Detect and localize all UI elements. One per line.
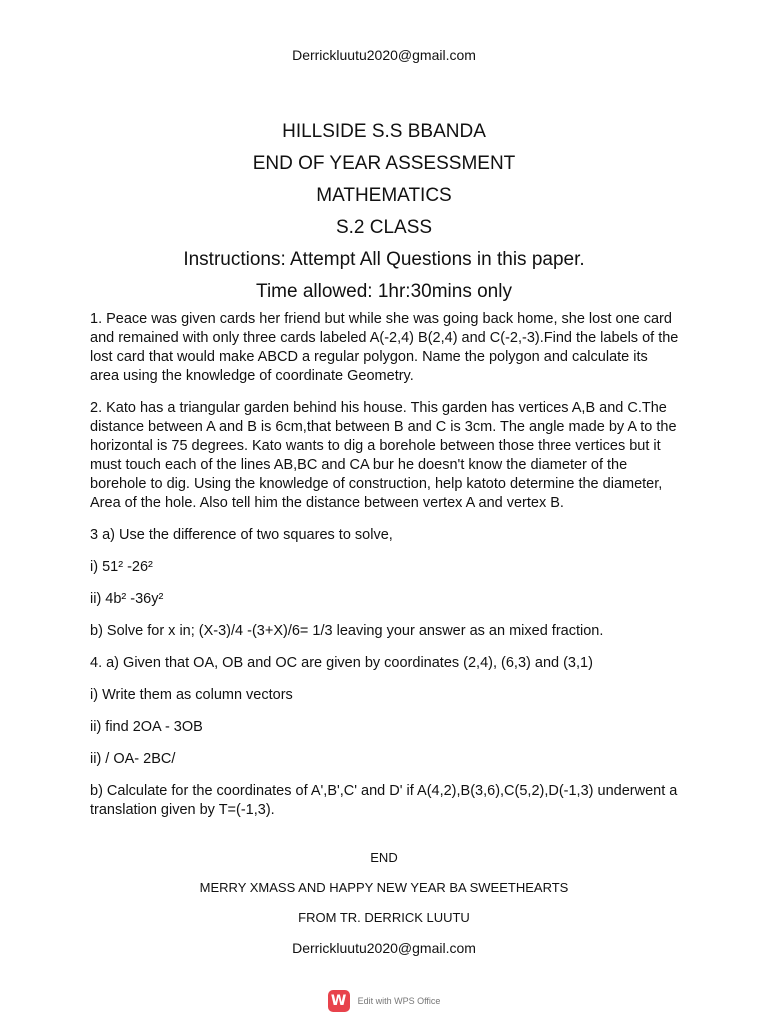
wps-office-icon: W: [328, 990, 350, 1012]
question-4a-i: i) Write them as column vectors: [90, 687, 293, 703]
instructions: Instructions: Attempt All Questions in this paper.: [183, 249, 585, 270]
class-title: S.2 CLASS: [335, 217, 433, 238]
question-4a: 4. a) Given that OA, OB and OC are given by coordinates (2,4), (6,3) and (3,1): [90, 655, 593, 671]
question-3a-i: i) 51² -26²: [90, 559, 153, 575]
questions-section: [90, 310, 680, 833]
assessment-title: END OF YEAR ASSESSMENT: [252, 153, 516, 174]
question-3a: 3 a) Use the difference of two squares to solve,: [90, 527, 393, 543]
time-allowed: Time allowed: 1hr:30mins only: [256, 281, 512, 302]
question-3b: b) Solve for x in; (X-3)/4 -(3+X)/6= 1/3 leaving your answer as an mixed fraction.: [90, 623, 604, 639]
question-2: 2. Kato has a triangular garden behind his house. This garden has vertices A,B and C.The distance between A and B is 6cm,that between B and C is 3cm. The angle made by A to the horizontal is 75 degrees. Kato wants to dig a borehole between those three vertices but it must touch each of the lines AB,BC and CA bur he doesn't know the diameter of the borehole to dig. Using the knowledge of construction, help katoto determine the diameter, Area of the hole. Also tell him the distance between vertex A and vertex B.: [90, 400, 677, 511]
question-4a-iii: ii) / OA- 2BC/: [90, 751, 176, 767]
question-1: 1. Peace was given cards her friend but while she was going back home, she lost one card and remained with only three cards labeled A(-2,4) B(2,4) and C(-2,-3).Find the labels of the lost card that would make ABCD a regular polygon. Name the polygon and calculate its area using the knowledge of coordinate Geometry.: [90, 311, 679, 384]
question-3a-ii: ii) 4b² -36y²: [90, 591, 164, 607]
footer-email: Derrickluutu2020@gmail.com: [292, 940, 476, 956]
greeting-line: MERRY XMASS AND HAPPY NEW YEAR BA SWEETHEARTS: [199, 880, 569, 895]
footer-section: [0, 850, 768, 970]
header-email: Derrickluutu2020@gmail.com: [292, 47, 476, 63]
question-4a-ii: ii) find 2OA - 3OB: [90, 719, 203, 735]
title-block: [0, 116, 768, 308]
school-name: HILLSIDE S.S BBANDA: [282, 121, 486, 142]
question-4b: b) Calculate for the coordinates of A',B',C' and D' if A(4,2),B(3,6),C(5,2),D(-1,3) underwent a translation given by T=(-1,3).: [90, 783, 678, 818]
subject-title: MATHEMATICS: [316, 185, 452, 206]
wps-edit-badge[interactable]: [0, 990, 768, 1012]
end-label: END: [370, 850, 398, 865]
from-line: FROM TR. DERRICK LUUTU: [298, 910, 470, 925]
wps-badge-label: Edit with WPS Office: [357, 996, 441, 1006]
